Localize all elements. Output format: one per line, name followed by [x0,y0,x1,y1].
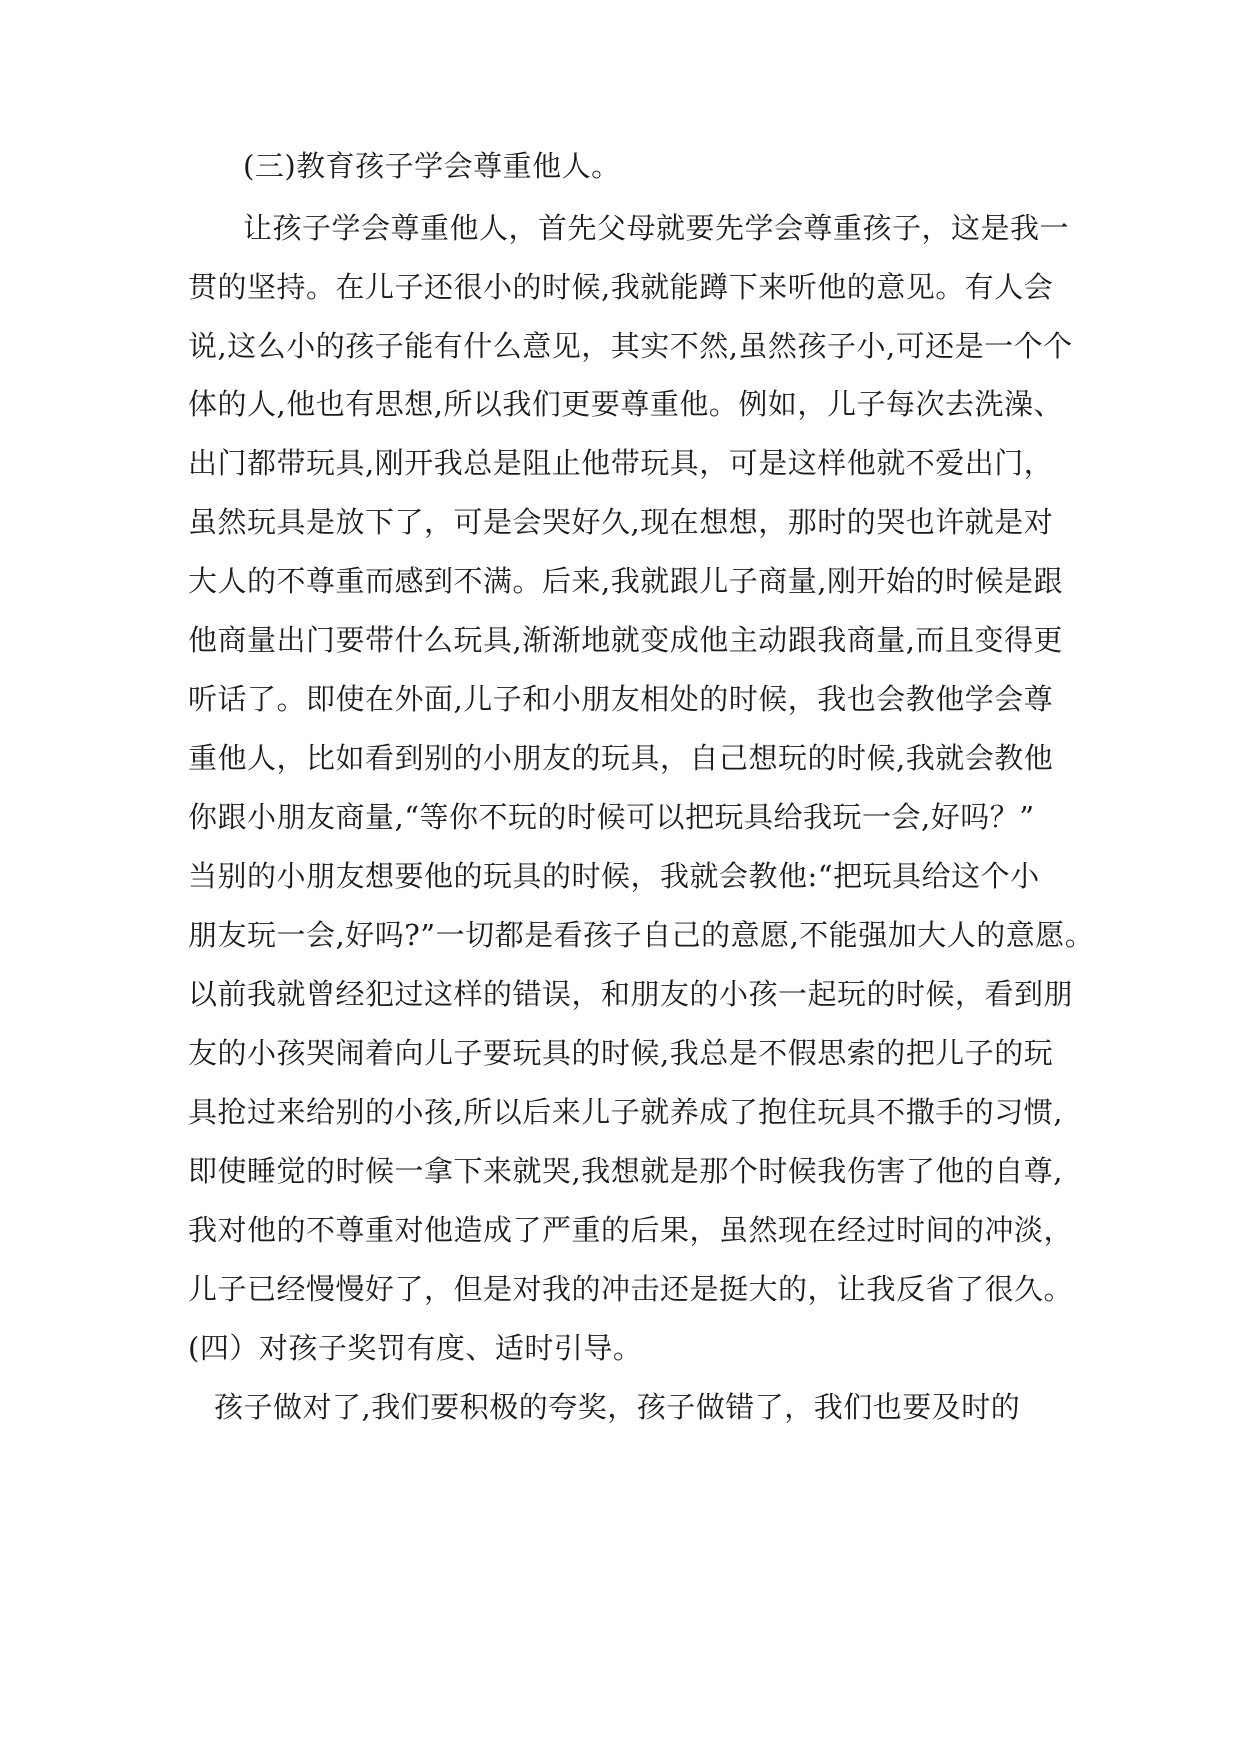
paragraph-line: 出门都带玩具,刚开我总是阻止他带玩具，可是这样他就不爱出门， [188,446,1054,480]
paragraph-line: 你跟小朋友商量,“等你不玩的时候可以把玩具给我玩一会,好吗？” [188,800,1035,834]
paragraph-line: 儿子已经慢慢好了，但是对我的冲击还是挺大的，让我反省了很久。 [188,1272,1074,1306]
paragraph-line: 朋友玩一会,好吗?”一切都是看孩子自己的意愿,不能强加大人的意愿。 [188,918,1095,952]
paragraph-line: 重他人，比如看到别的小朋友的玩具，自己想玩的时候,我就会教他 [188,741,1054,775]
paragraph-line: 我对他的不尊重对他造成了严重的后果，虽然现在经过时间的冲淡， [188,1213,1074,1247]
paragraph-line: 以前我就曾经犯过这样的错误，和朋友的小孩一起玩的时候，看到朋 [188,977,1074,1011]
paragraph-line: 让孩子学会尊重他人，首先父母就要先学会尊重孩子，这是我一 [243,211,1070,245]
paragraph-line: 即使睡觉的时候一拿下来就哭,我想就是那个时候我伤害了他的自尊, [188,1154,1063,1188]
paragraph-line: 贯的坚持。在儿子还很小的时候,我就能蹲下来听他的意见。有人会 [188,270,1054,304]
section-heading-3: (三)教育孩子学会尊重他人。 [243,149,621,183]
paragraph-line: 说,这么小的孩子能有什么意见，其实不然,虽然孩子小,可还是一个个 [188,329,1073,363]
paragraph-line: 具抢过来给别的小孩,所以后来儿子就养成了抱住玩具不撒手的习惯, [188,1095,1063,1129]
paragraph-line: 虽然玩具是放下了，可是会哭好久,现在想想，那时的哭也许就是对 [188,505,1054,539]
paragraph-line: 当别的小朋友想要他的玩具的时候，我就会教他:“把玩具给这个小 [188,859,1040,893]
paragraph-line: 他商量出门要带什么玩具,渐渐地就变成他主动跟我商量,而且变得更 [188,623,1063,657]
paragraph-line: 友的小孩哭闹着向儿子要玩具的时候,我总是不假思索的把儿子的玩 [188,1036,1054,1070]
section-heading-4: 孩子做对了,我们要积极的夸奖，孩子做错了，我们也要及时的 [214,1390,1021,1424]
paragraph-line: 体的人,他也有思想,所以我们更要尊重他。例如，儿子每次去洗澡、 [188,387,1063,421]
paragraph-line: 大人的不尊重而感到不满。后来,我就跟儿子商量,刚开始的时候是跟 [188,564,1063,598]
paragraph-line: 听话了。即使在外面,儿子和小朋友相处的时候，我也会教他学会尊 [188,682,1054,716]
paragraph-line: (四）对孩子奖罚有度、适时引导。 [188,1331,643,1365]
